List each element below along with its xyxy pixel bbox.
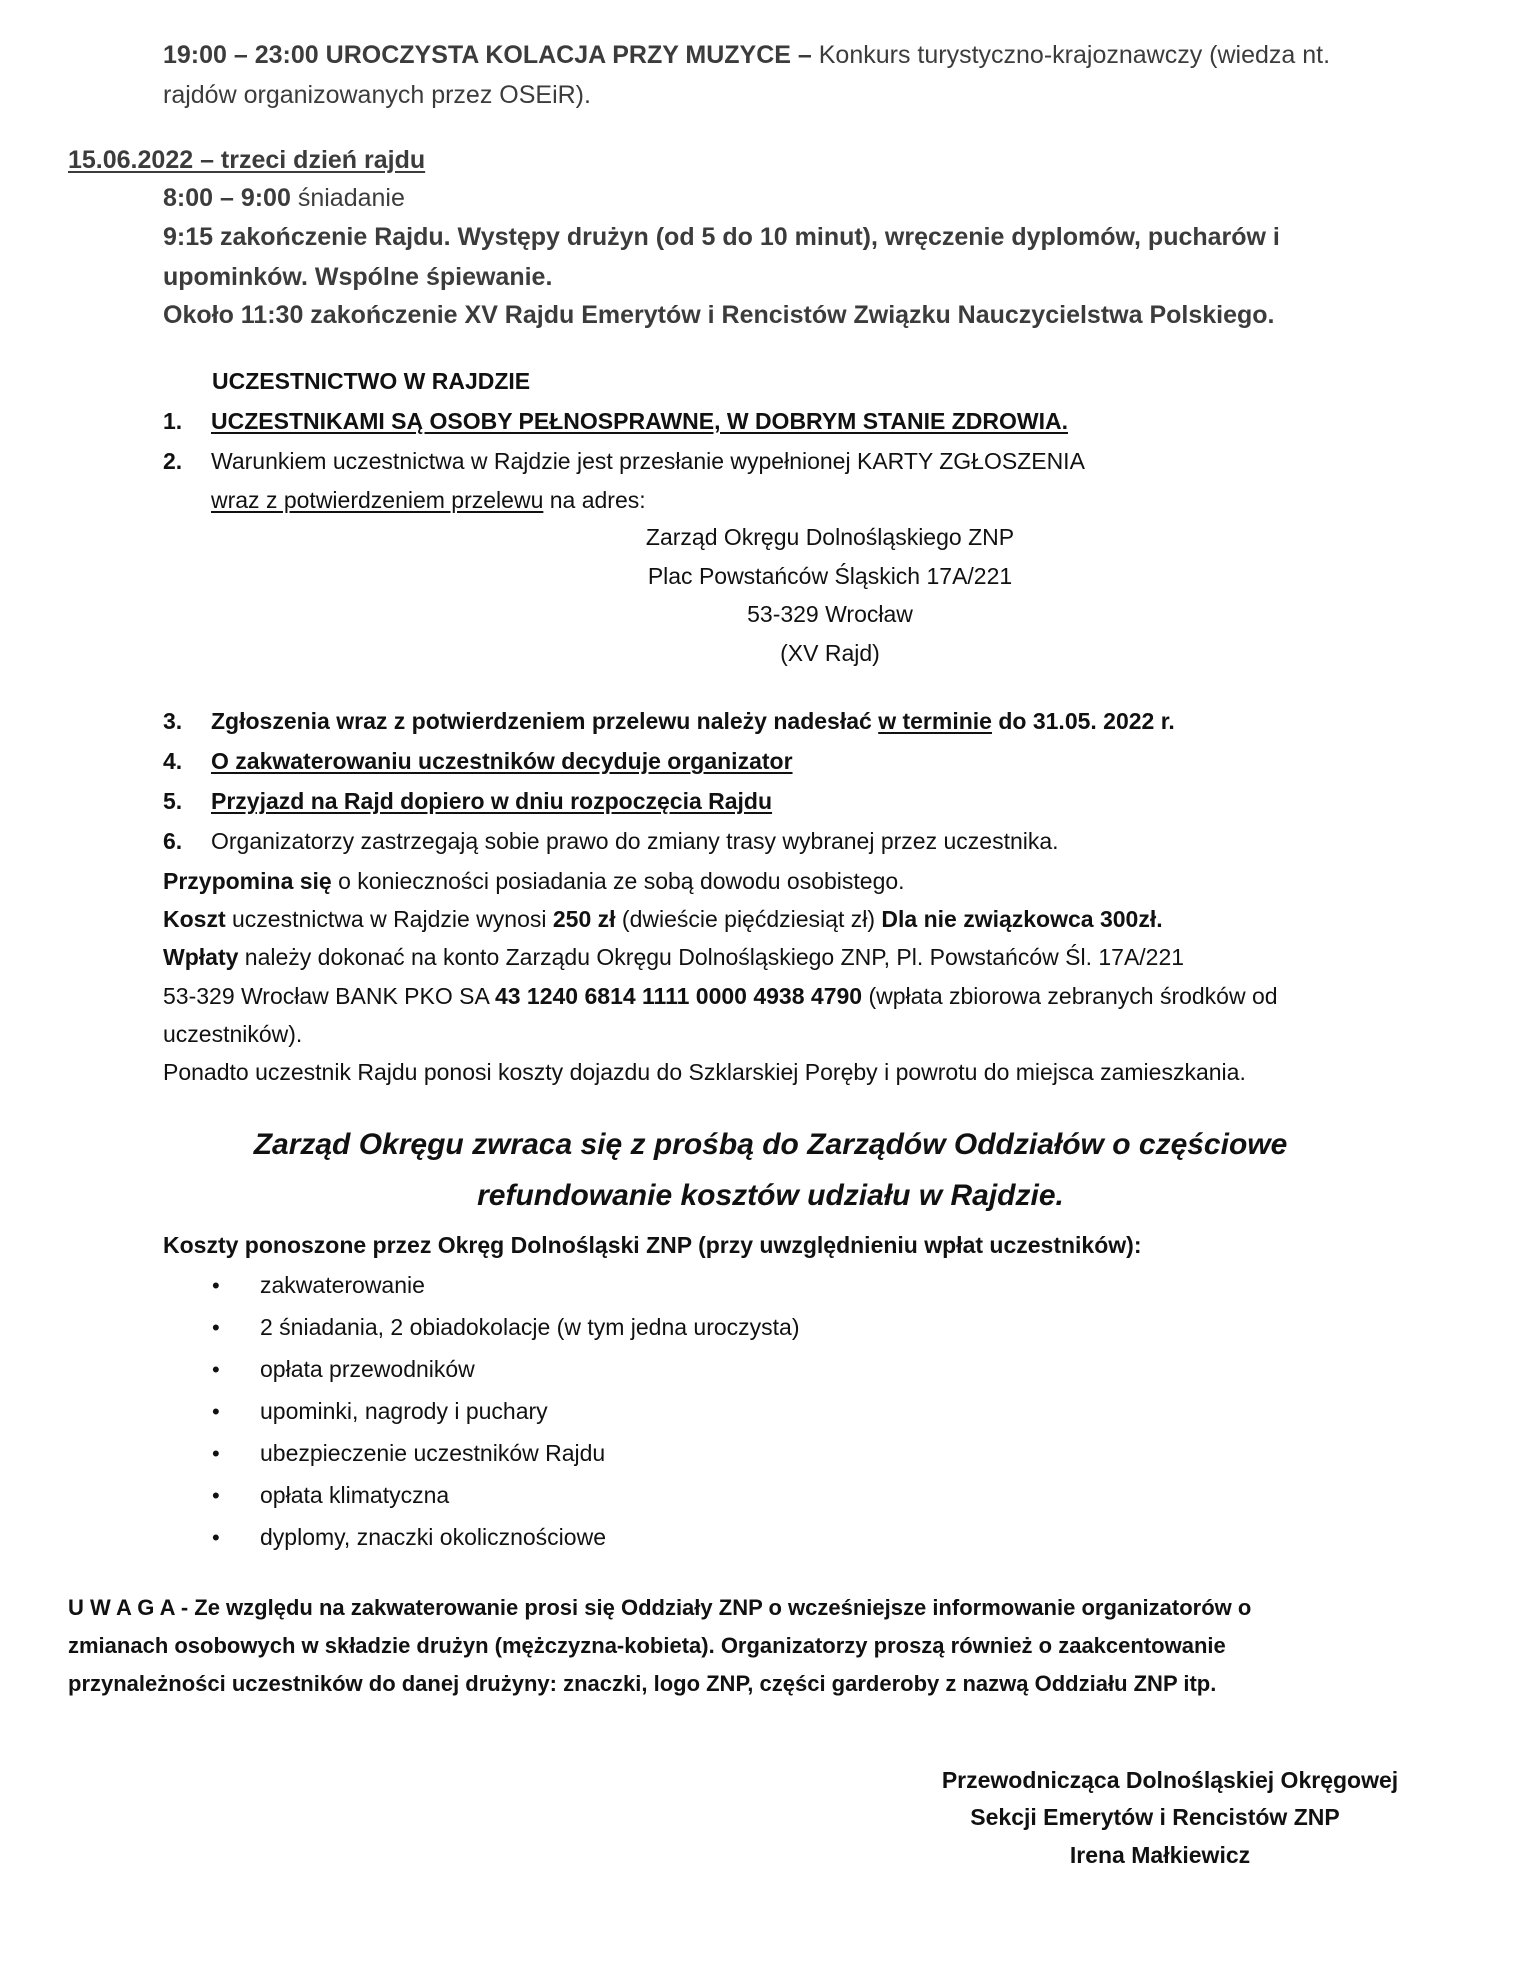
evening-program-line <box>163 40 1330 70</box>
evening-text-cont: rajdów organizowanych przez OSEiR). <box>163 81 591 109</box>
cost-nonmember: Dla nie związkowca 300zł. <box>881 906 1163 932</box>
cost-item-text: upominki, nagrody i puchary <box>260 1398 548 1424</box>
item-text: O zakwaterowaniu uczestników decyduje organizator <box>211 748 793 774</box>
item-text: Przyjazd na Rajd dopiero w dniu rozpoczęcia Rajdu <box>211 788 773 814</box>
address-line-2: Plac Powstańców Śląskich 17A/221 <box>647 563 1013 589</box>
bullet-icon: • <box>212 1315 220 1340</box>
item-text: UCZESTNIKAMI SĄ OSOBY PEŁNOSPRAWNE, W DOBRYM STANIE ZDROWIA. <box>211 408 1068 434</box>
item-text-underlined: w terminie <box>878 708 992 734</box>
signature-title-2: Sekcji Emerytów i Rencistów ZNP <box>970 1804 1340 1830</box>
account-number: 43 1240 6814 1111 0000 4938 4790 <box>494 983 863 1009</box>
participation-heading: UCZESTNICTWO W RAJDZIE <box>212 368 531 394</box>
payment-line-3: uczestników). <box>163 1021 303 1047</box>
cost-item <box>212 1314 800 1342</box>
item-text: Warunkiem uczestnictwa w Rajdzie jest przesłanie wypełnionej KARTY ZGŁOSZENIA <box>211 448 1085 474</box>
evening-text: Konkurs turystyczno-krajoznawczy (wiedza nt. <box>818 41 1331 69</box>
signature-title-1: Przewodnicząca Dolnośląskiej Okręgowej <box>941 1767 1399 1793</box>
participation-item-4 <box>163 748 793 776</box>
reminder-text: o konieczności posiadania ze sobą dowodu osobistego. <box>331 868 905 894</box>
refund-line-2: refundowanie kosztów udziału w Rajdzie. <box>477 1179 1064 1212</box>
travel-line: Ponadto uczestnik Rajdu ponosi koszty dojazdu do Szklarskiej Poręby i powrotu do miejsca zamieszkania. <box>163 1059 1246 1085</box>
participation-item-1 <box>163 408 1068 436</box>
bullet-icon: • <box>212 1525 220 1550</box>
cost-item-text: ubezpieczenie uczestników Rajdu <box>260 1440 606 1466</box>
cost-line <box>163 906 1163 934</box>
refund-line-1: Zarząd Okręgu zwraca się z prośbą do Zarządów Oddziałów o częściowe <box>253 1128 1288 1161</box>
item-text: Organizatorzy zastrzegają sobie prawo do zmiany trasy wybranej przez uczestnika. <box>211 828 1059 854</box>
participation-item-3 <box>163 708 1175 736</box>
cost-bold: Koszt <box>163 906 226 932</box>
cost-item-text: dyplomy, znaczki okolicznościowe <box>260 1524 606 1550</box>
cost-item <box>212 1398 548 1426</box>
item-text-underlined: wraz z potwierdzeniem przelewu <box>211 487 544 513</box>
cost-words: (dwieście pięćdziesiąt zł) <box>615 906 882 932</box>
item-number: 2. <box>163 448 183 474</box>
item-number: 6. <box>163 828 183 854</box>
participation-item-6 <box>163 828 1059 856</box>
cost-item-text: opłata klimatyczna <box>260 1482 450 1508</box>
evening-title: UROCZYSTA KOLACJA PRZY MUZYCE – <box>325 41 812 69</box>
payment-line-2 <box>163 983 1278 1011</box>
breakfast-line <box>163 183 405 213</box>
cost-item <box>212 1524 606 1552</box>
signature-name: Irena Małkiewicz <box>1069 1842 1251 1868</box>
cost-item <box>212 1356 475 1384</box>
participation-item-2-cont <box>211 487 646 515</box>
cost-item-text: opłata przewodników <box>260 1356 475 1382</box>
notice-line-2: zmianach osobowych w składzie drużyn (mężczyzna-kobieta). Organizatorzy proszą również o zaakcentowanie <box>68 1633 1226 1658</box>
address-line-3: 53-329 Wrocław <box>747 601 913 627</box>
bullet-icon: • <box>212 1357 220 1382</box>
cost-item <box>212 1482 449 1510</box>
evening-time: 19:00 – 23:00 <box>163 41 319 69</box>
item-number: 4. <box>163 748 183 774</box>
end-line-2: upominków. Wspólne śpiewanie. <box>163 263 553 291</box>
bullet-icon: • <box>212 1441 220 1466</box>
address-line-1: Zarząd Okręgu Dolnośląskiego ZNP <box>645 524 1015 550</box>
notice-line-3: przynależności uczestników do danej drużyny: znaczki, logo ZNP, części garderoby z nazwą Oddziału ZNP itp. <box>68 1671 1217 1696</box>
item-text: do 31.05. 2022 r. <box>991 708 1175 734</box>
reminder-line <box>163 868 905 896</box>
cost-item <box>212 1272 425 1300</box>
payment-line-1 <box>163 944 1184 972</box>
item-number: 5. <box>163 788 183 814</box>
cost-text: uczestnictwa w Rajdzie wynosi <box>225 906 553 932</box>
participation-item-5 <box>163 788 772 816</box>
payment-text: należy dokonać na konto Zarządu Okręgu Dolnośląskiego ZNP, Pl. Powstańców Śl. 17A/221 <box>238 944 1185 970</box>
bullet-icon: • <box>212 1399 220 1424</box>
item-number: 1. <box>163 408 183 434</box>
payment-bold: Wpłaty <box>163 944 239 970</box>
reminder-bold: Przypomina się <box>163 868 332 894</box>
address-line-4: (XV Rajd) <box>780 640 880 666</box>
cost-item <box>212 1440 605 1468</box>
final-line: Około 11:30 zakończenie XV Rajdu Emerytów i Rencistów Związku Nauczycielstwa Polskiego. <box>163 301 1275 329</box>
item-text: na adres: <box>543 487 646 513</box>
cost-item-text: 2 śniadania, 2 obiadokolacje (w tym jedna uroczysta) <box>260 1314 800 1340</box>
item-number: 3. <box>163 708 183 734</box>
costs-heading: Koszty ponoszone przez Okręg Dolnośląski ZNP (przy uwzględnieniu wpłat uczestników): <box>163 1232 1142 1258</box>
day3-heading: 15.06.2022 – trzeci dzień rajdu <box>68 146 426 174</box>
item-text: Zgłoszenia wraz z potwierdzeniem przelewu należy nadesłać <box>211 708 879 734</box>
bullet-icon: • <box>212 1273 220 1298</box>
notice-line-1: U W A G A - Ze względu na zakwaterowanie prosi się Oddziały ZNP o wcześniejsze informowanie organizatorów o <box>68 1595 1252 1620</box>
payment-text: (wpłata zbiorowa zebranych środków od <box>862 983 1278 1009</box>
cost-amount: 250 zł <box>552 906 616 932</box>
end-line-1: 9:15 zakończenie Rajdu. Występy drużyn (od 5 do 10 minut), wręczenie dyplomów, pucharów i <box>163 223 1280 251</box>
payment-bank: 53-329 Wrocław BANK PKO SA <box>163 983 495 1009</box>
participation-item-2 <box>163 448 1085 476</box>
breakfast-time: 8:00 – 9:00 <box>163 184 291 212</box>
cost-item-text: zakwaterowanie <box>260 1272 425 1298</box>
bullet-icon: • <box>212 1483 220 1508</box>
breakfast-label: śniadanie <box>297 184 405 212</box>
